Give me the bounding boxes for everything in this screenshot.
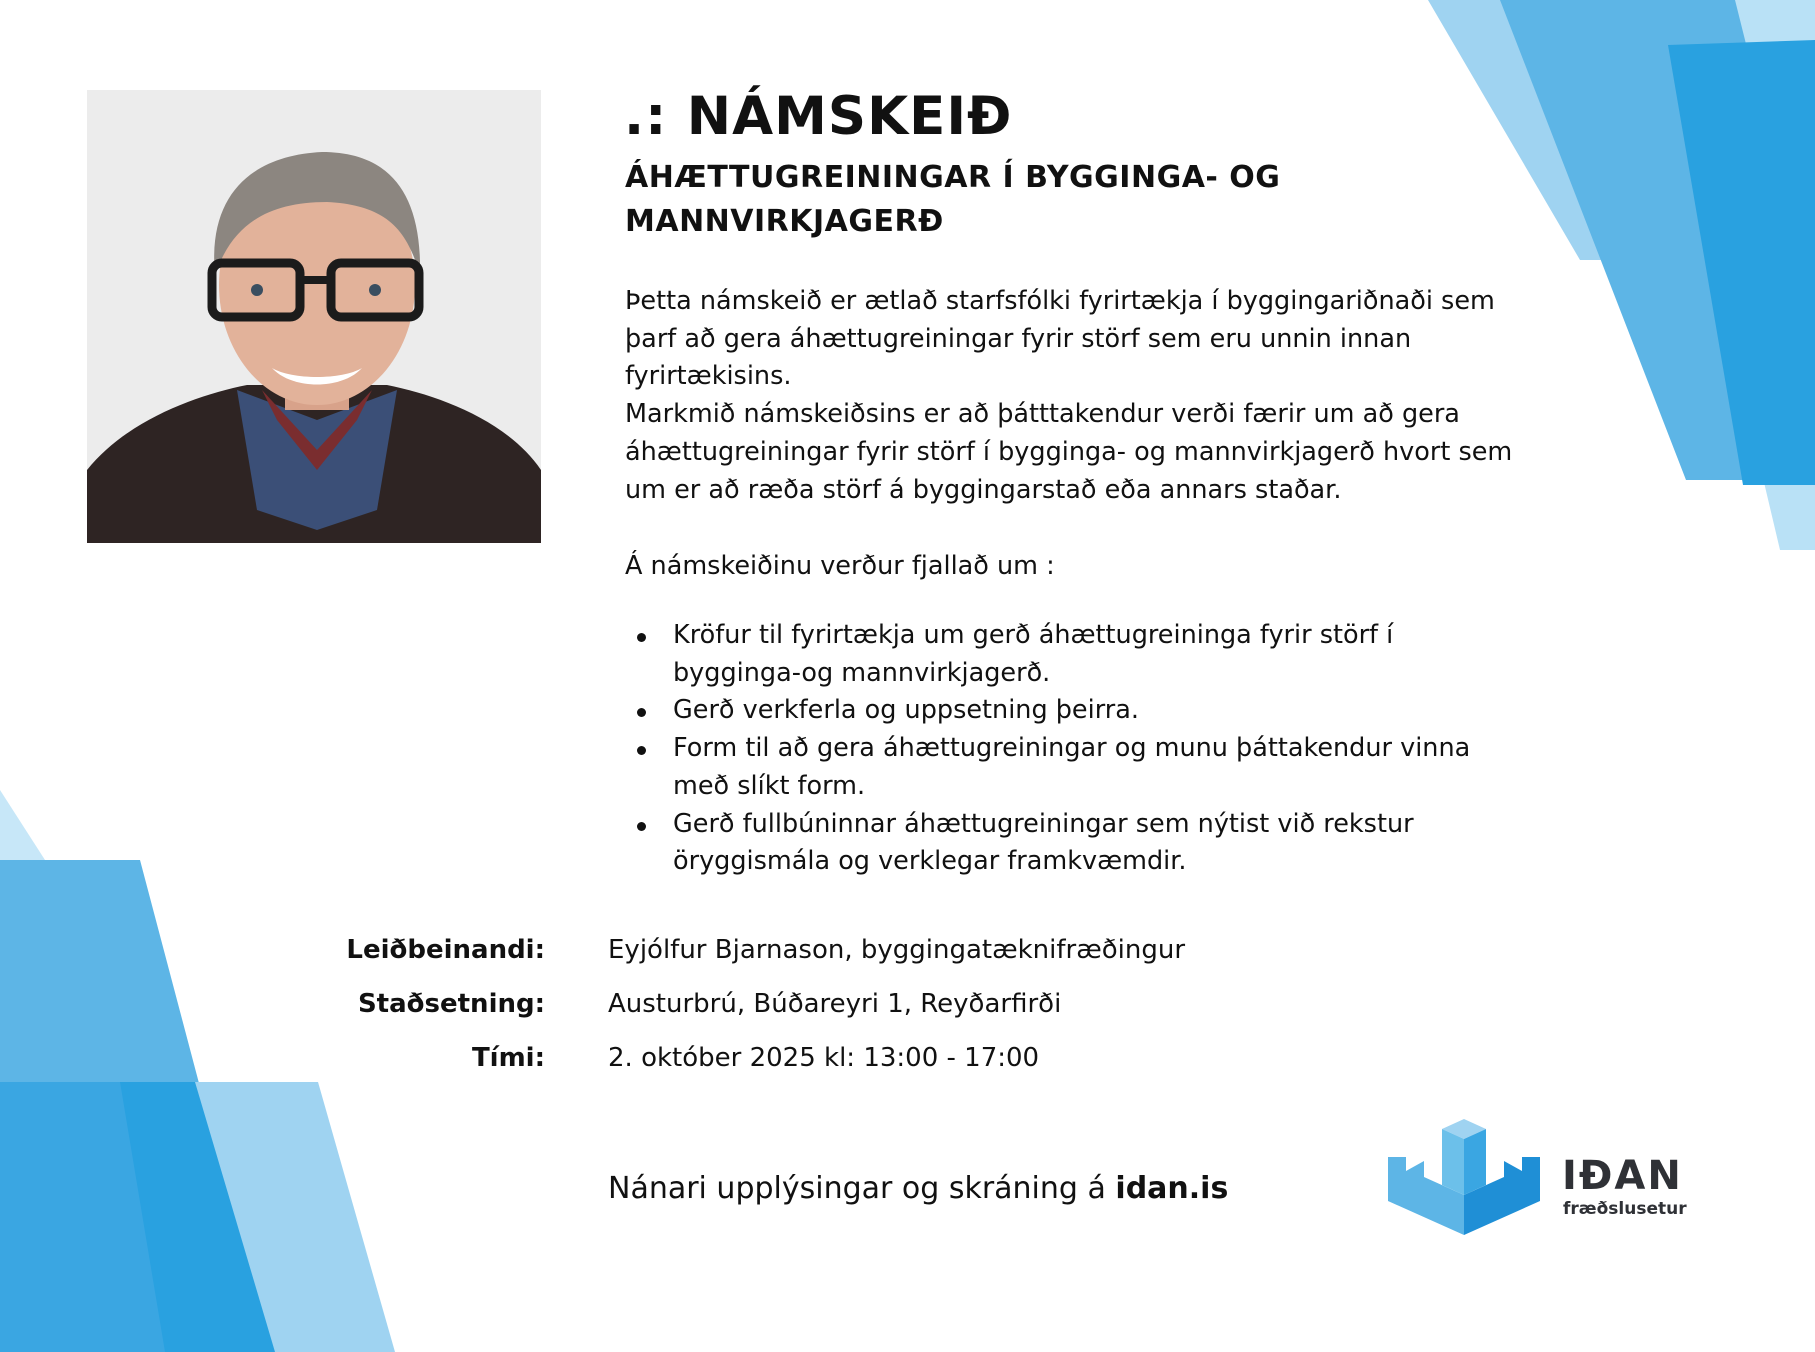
location-value: Austurbrú, Búðareyri 1, Reyðarfirði — [608, 989, 1062, 1019]
location-row — [300, 984, 1200, 1038]
logo-tagline: fræðslusetur — [1563, 1199, 1687, 1219]
more-info-text: Nánari upplýsingar og skráning á — [608, 1171, 1116, 1206]
description-paragraph-1: Þetta námskeið er ætlað starfsfólki fyrirtækja í byggingariðnaði sem þarf að gera áhættugreiningar fyrir störf sem eru unnin innan fyrirtækisins. — [625, 286, 1495, 392]
course-subtitle: ÁHÆTTUGREININGAR Í BYGGINGA- OG MANNVIRKJAGERÐ — [625, 160, 1281, 239]
instructor-photo — [87, 90, 541, 543]
instructor-value: Eyjólfur Bjarnason, byggingatæknifræðingur — [608, 935, 1186, 965]
time-label: Tími: — [471, 1043, 545, 1073]
course-description — [625, 283, 1525, 509]
instructor-label: Leiðbeinandi: — [346, 935, 545, 965]
topics-intro: Á námskeiðinu verður fjallað um : — [625, 551, 1055, 581]
description-paragraph-2: Markmið námskeiðsins er að þátttakendur verði færir um að gera áhættugreiningar fyrir störf í bygginga- og mannvirkjagerð hvort sem um er að ræða störf á byggingarstað eða annars staðar. — [625, 399, 1513, 505]
page-title: .: NÁMSKEIÐ — [624, 86, 1013, 147]
time-value: 2. október 2025 kl: 13:00 - 17:00 — [608, 1043, 1040, 1073]
list-item: Gerð fullbúninnar áhættugreiningar sem nýtist við rekstur öryggismála og verklegar framkvæmdir. — [673, 806, 1523, 881]
list-item: Form til að gera áhættugreiningar og munu þáttakendur vinna með slíkt form. — [673, 730, 1523, 805]
website-link[interactable]: idan.is — [1115, 1171, 1229, 1206]
logo-name: IÐAN — [1562, 1153, 1683, 1199]
list-item: Kröfur til fyrirtækja um gerð áhættugreininga fyrir störf í bygginga-og mannvirkjagerð. — [673, 617, 1523, 692]
course-details — [300, 930, 1200, 1092]
location-label: Staðsetning: — [357, 989, 545, 1019]
instructor-portrait-icon — [87, 90, 541, 543]
list-item: Gerð verkferla og uppsetning þeirra. — [673, 692, 1523, 730]
idan-logo-icon — [1388, 1115, 1540, 1235]
time-row — [300, 1038, 1200, 1092]
more-info — [608, 1167, 1228, 1211]
instructor-row — [300, 930, 1200, 984]
topics-list — [673, 617, 1523, 881]
